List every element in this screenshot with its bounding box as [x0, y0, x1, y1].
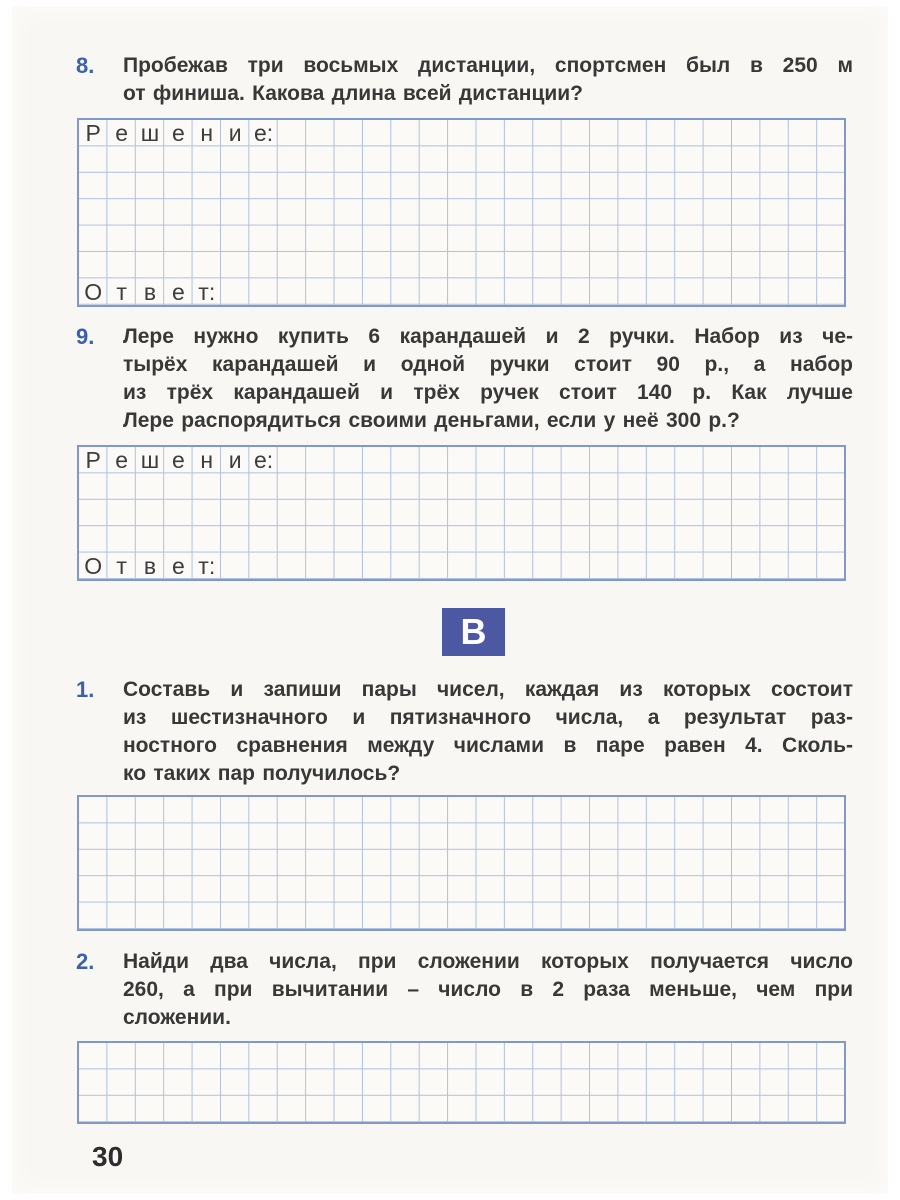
problem-9-solution-label [79, 447, 278, 473]
problem-1 [76, 676, 854, 788]
grid-cell-letter: е [171, 278, 185, 305]
grid-cell-letter: ш [140, 447, 160, 473]
grid-cell-letter: т [116, 552, 127, 579]
problem-1-text-line-2: из шестизначного и пятизначного числа, а результат раз- [123, 706, 853, 729]
problem-8-answer-label [79, 279, 221, 305]
grid-cell-letter: и [228, 447, 242, 473]
problem-8-number: 8. [76, 53, 95, 78]
grid-cell-letter: е [171, 447, 185, 473]
problem-8-text-line-1: Пробежав три восьмых дистанции, спортсмен был в 250 м [123, 54, 853, 77]
grid-cell-letter: е [171, 552, 185, 579]
problem-9-answer-label [79, 553, 221, 579]
problem-8-solution-grid [77, 118, 846, 307]
problem-1-text-line-3: ностного сравнения между числами в паре равен 4. Сколь- [123, 734, 853, 757]
grid-cell-letter: т: [198, 552, 216, 579]
problem-8-solution-label [79, 120, 278, 146]
problem-1-text-line-1: Составь и запиши пары чисел, каждая из которых состоит [123, 678, 853, 701]
problem-8-text-line-2: от финиша. Какова длина всей дистанции? [123, 82, 584, 105]
problem-9-number: 9. [76, 324, 95, 349]
problem-2-text [123, 948, 853, 1032]
grid-cell-letter: е [115, 447, 128, 473]
grid-cell-letter: в [143, 552, 157, 579]
problem-9-text-line-1: Лере нужно купить 6 карандашей и 2 ручки. Набор из че- [123, 325, 853, 348]
problem-8 [76, 52, 854, 108]
grid-cell-letter: Р [85, 120, 101, 146]
grid-cell-letter: е: [253, 120, 274, 146]
problem-8-text [123, 52, 853, 108]
problem-1-text [123, 676, 853, 788]
problem-2-text-line-2: 260, а при вычитании – число в 2 раза меньше, чем при [123, 978, 853, 1001]
problem-9-text-line-4: Лере распорядиться своими деньгами, если у неё 300 р.? [123, 409, 740, 432]
grid-cell-letter: О [84, 552, 103, 579]
problem-1-work-grid [77, 795, 846, 931]
grid-cell-letter: в [143, 278, 157, 305]
problem-1-number: 1. [76, 677, 95, 702]
problem-9 [76, 323, 854, 435]
grid-cell-letter: е [115, 120, 128, 146]
problem-9-text-line-2: тырёх карандашей и одной ручки стоит 90 р., а набор [123, 353, 853, 376]
problem-2-work-grid [77, 1041, 846, 1124]
grid-cell-letter: е: [253, 447, 274, 473]
problem-1-text-line-4: ко таких пар получилось? [123, 762, 401, 785]
problem-2-number: 2. [76, 949, 95, 974]
grid-cell-letter: т: [198, 278, 216, 305]
grid-cell-letter: Р [85, 447, 101, 473]
problem-2 [76, 948, 854, 1032]
problem-9-text [123, 323, 853, 435]
grid-cell-letter: и [228, 120, 242, 146]
problem-9-text-line-3: из трёх карандашей и трёх ручек стоит 140 р. Как лучше [123, 381, 853, 404]
grid-cell-letter: т [116, 278, 127, 305]
grid-cell-letter: н [200, 120, 214, 146]
grid-cell-letter: О [84, 278, 103, 305]
section-b-label: В [460, 611, 487, 652]
problem-2-text-line-3: сложении. [123, 1006, 231, 1029]
section-b-badge [442, 608, 505, 656]
problem-9-solution-grid [77, 445, 846, 581]
grid-cell-letter: ш [140, 120, 160, 146]
problem-2-text-line-1: Найди два числа, при сложении которых получается число [123, 950, 853, 973]
grid-cell-letter: е [171, 120, 185, 146]
page-number: 30 [92, 1141, 124, 1172]
grid-cell-letter: н [200, 447, 214, 473]
